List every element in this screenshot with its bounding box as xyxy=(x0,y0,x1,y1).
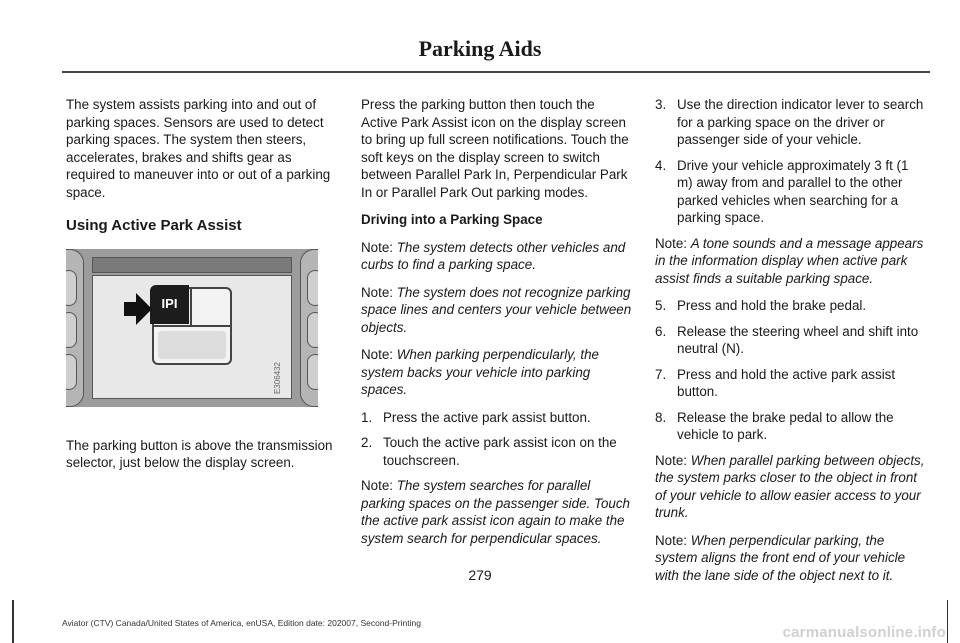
step-text: Use the direction indicator lever to search for a parking space on the driver or passenger side of your vehicle. xyxy=(677,97,924,147)
watermark: carmanualsonline.info xyxy=(782,624,946,641)
step-text: Press and hold the active park assist button. xyxy=(677,366,896,399)
note-label: Note: xyxy=(361,239,394,255)
left-vent xyxy=(66,249,84,407)
column-1 xyxy=(66,96,338,482)
step-item xyxy=(655,297,927,315)
park-assist-key-label: IPI xyxy=(161,296,178,312)
header-rule xyxy=(62,71,930,73)
step-number: 3. xyxy=(655,97,667,112)
step-number: 6. xyxy=(655,323,667,339)
step-number: 4. xyxy=(655,157,667,173)
intro-paragraph: The system assists parking into and out of parking spaces. Sensors are used to detect parking spaces. The system then steers, accelerates, brakes and shifts gear as required to maneuver into or out of a parking space. xyxy=(66,97,331,200)
note-label: Note: xyxy=(361,347,394,362)
step-text: Press the active park assist button. xyxy=(383,409,591,425)
page-title: Parking Aids xyxy=(418,36,542,61)
step-item xyxy=(655,409,927,444)
step-text: Touch the active park assist icon on the touchscreen. xyxy=(383,435,617,468)
step-number: 7. xyxy=(655,366,667,382)
step-item xyxy=(361,409,633,427)
step-item xyxy=(655,157,927,227)
step-text: Release the steering wheel and shift into neutral (N). xyxy=(677,323,919,356)
right-vent xyxy=(300,249,318,407)
note xyxy=(361,239,633,274)
step-item xyxy=(655,366,927,401)
step-item xyxy=(655,96,927,149)
note-label: Note: xyxy=(655,452,688,468)
figure-code: E306432 xyxy=(272,362,282,395)
intro-paragraph: Press the parking button then touch the Active Park Assist icon on the display screen to bring up full screen notifications. Touch the soft keys on the display screen to switch between Parallel Park In, Perpendicular Park In or Parallel Park Out parking modes. xyxy=(361,97,629,200)
note-label: Note: xyxy=(361,284,394,300)
column-2 xyxy=(361,96,633,557)
section-heading: Using Active Park Assist xyxy=(66,217,242,234)
pointer-arrow-icon xyxy=(124,293,152,325)
note-text: The system detects other vehicles and curbs to find a parking space. xyxy=(361,239,626,272)
edition-info: Aviator (CTV) Canada/United States of America, enUSA, Edition date: 202007, Second-Printing xyxy=(62,618,421,628)
display-screen-edge xyxy=(92,257,292,273)
note-text: The system searches for parallel parking spaces on the passenger side. Touch the active park assist icon again to make the system search for perpendicular spaces. xyxy=(361,478,630,546)
park-assist-key xyxy=(150,285,189,324)
step-text: Press and hold the brake pedal. xyxy=(677,298,867,313)
note-label: Note: xyxy=(361,478,394,493)
note-text: When perpendicular parking, the system aligns the front end of your vehicle with the lane side of the object next to it. xyxy=(655,532,906,583)
note xyxy=(655,235,927,288)
note xyxy=(361,346,633,399)
column-3 xyxy=(655,96,927,594)
step-item xyxy=(655,323,927,358)
note-text: A tone sounds and a message appears in the information display when active park assist finds a suitable parking space. xyxy=(655,235,924,286)
figure-caption: The parking button is above the transmission selector, just below the display screen. xyxy=(66,437,333,470)
step-number: 1. xyxy=(361,409,373,425)
step-text: Release the brake pedal to allow the vehicle to park. xyxy=(677,409,894,442)
step-number: 5. xyxy=(655,298,667,313)
note-label: Note: xyxy=(655,235,688,251)
park-button-illustration xyxy=(66,249,318,407)
step-number: 2. xyxy=(361,435,373,450)
note-text: When parallel parking between objects, the system parks closer to the object in front of your vehicle to allow easier access to your trunk. xyxy=(655,452,925,520)
subheading: Driving into a Parking Space xyxy=(361,212,543,227)
note-label: Note: xyxy=(655,532,688,548)
crop-mark xyxy=(12,600,14,643)
note xyxy=(361,284,633,337)
step-item xyxy=(361,434,633,469)
note-text: The system does not recognize parking space lines and centers your vehicle between objects. xyxy=(361,284,632,335)
note xyxy=(361,477,633,547)
step-text: Drive your vehicle approximately 3 ft (1 m) away from and parallel to the other parked vehicles when searching for a parking space. xyxy=(677,157,909,225)
step-number: 8. xyxy=(655,409,667,425)
crop-mark xyxy=(947,600,949,643)
note-text: When parking perpendicularly, the system backs your vehicle into parking spaces. xyxy=(361,347,599,397)
page-number: 279 xyxy=(468,567,492,583)
note xyxy=(655,452,927,522)
